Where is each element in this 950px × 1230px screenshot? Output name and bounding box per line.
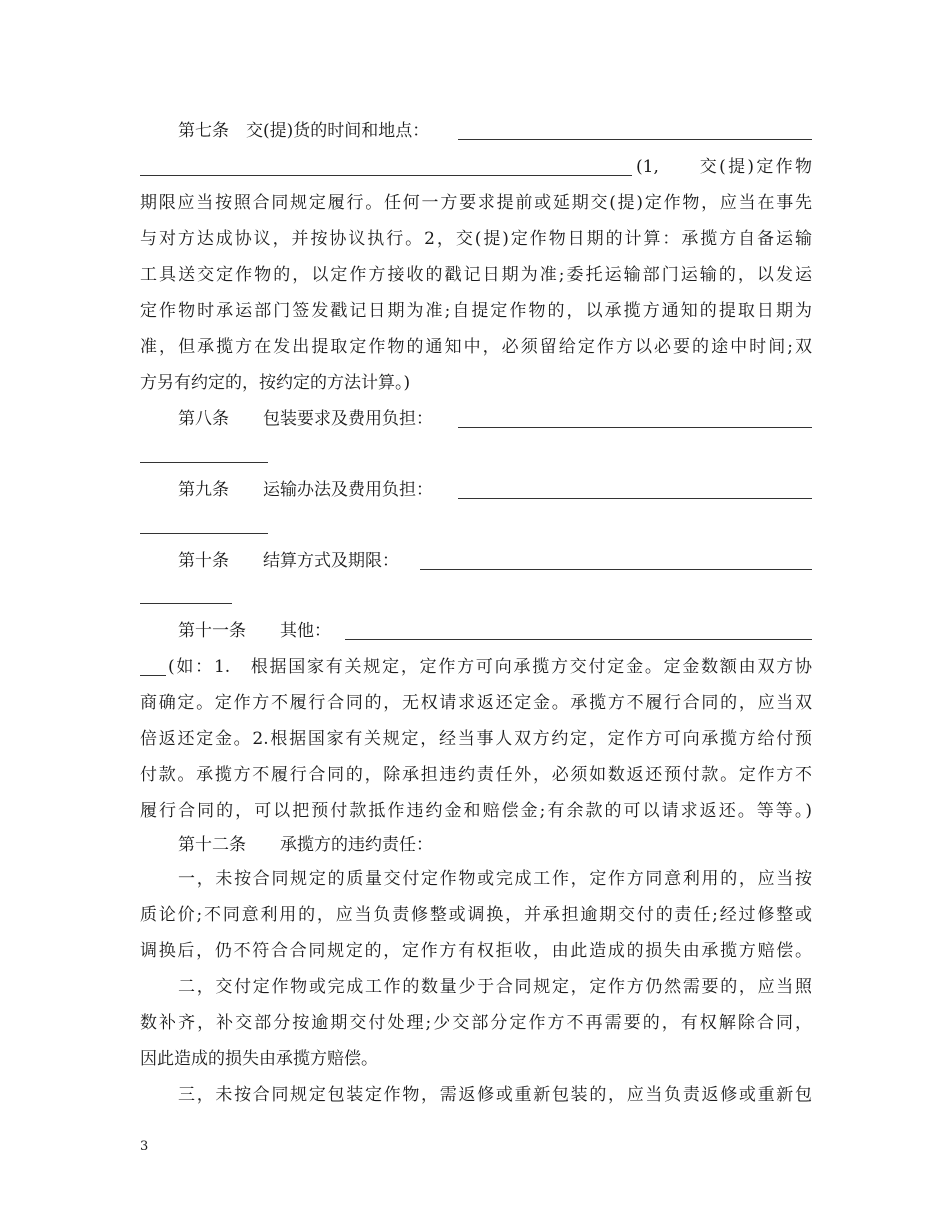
text-line: 因此造成的损失由承揽方赔偿。 bbox=[140, 1049, 378, 1069]
article-7-note-start: (1, 交(提)定作物 bbox=[636, 157, 812, 177]
article-10-heading: 第十条 结算方式及期限： bbox=[178, 551, 399, 571]
article-8-heading: 第八条 包装要求及费用负担： bbox=[178, 409, 433, 429]
text-line: 调换后，仍不符合合同规定的，定作方有权拒收，由此造成的损失由承揽方赔偿。 bbox=[140, 941, 812, 961]
article-7-label: 第七条 交(提)货的时间和地点： bbox=[178, 121, 430, 141]
text-line: 二，交付定作物或完成工作的数量少于合同规定，定作方仍然需要的，应当照 bbox=[178, 977, 812, 997]
text-line: 工具送交定作物的，以定作方接收的戳记日期为准;委托运输部门运输的，以发运 bbox=[140, 265, 812, 285]
text-line: 付款。承揽方不履行合同的，除承担违约责任外，必须如数返还预付款。定作方不 bbox=[140, 765, 812, 785]
text-line: 履行合同的，可以把预付款抵作违约金和赔偿金;有余款的可以请求返还。等等。) bbox=[140, 801, 812, 821]
text-line: 方另有约定的，按约定的方法计算。) bbox=[140, 373, 411, 393]
text-line: 与对方达成协议，并按协议执行。2，交(提)定作物日期的计算：承揽方自备运输 bbox=[140, 229, 812, 249]
text-line: 数补齐，补交部分按逾期交付处理;少交部分定作方不再需要的，有权解除合同， bbox=[140, 1013, 812, 1033]
blank-line bbox=[140, 675, 166, 676]
blank-line bbox=[140, 175, 632, 176]
text-line: 准，但承揽方在发出提取定作物的通知中，必须留给定作方以必要的途中时间;双 bbox=[140, 337, 812, 357]
article-9-heading: 第九条 运输办法及费用负担： bbox=[178, 480, 433, 500]
blank-line bbox=[458, 139, 812, 140]
article-11-heading: 第十一条 其他： bbox=[178, 621, 331, 641]
text-line: 质论价;不同意利用的，应当负责修整或调换，并承担逾期交付的责任;经过修整或 bbox=[140, 905, 812, 925]
text-line: (如：1. 根据国家有关规定，定作方可向承揽方交付定金。定金数额由双方协 bbox=[168, 657, 812, 677]
text-line: 商确定。定作方不履行合同的，无权请求返还定金。承揽方不履行合同的，应当双 bbox=[140, 693, 812, 713]
text-line: 倍返还定金。2.根据国家有关规定，经当事人双方约定，定作方可向承揽方给付预 bbox=[140, 729, 812, 749]
blank-line bbox=[458, 427, 812, 428]
blank-line bbox=[345, 639, 812, 640]
blank-line bbox=[458, 498, 812, 499]
text-line: 定作物时承运部门签发戳记日期为准;自提定作物的，以承揽方通知的提取日期为 bbox=[140, 301, 812, 321]
text-line: 三，未按合同规定包装定作物，需返修或重新包装的，应当负责返修或重新包 bbox=[178, 1085, 812, 1105]
blank-line bbox=[140, 462, 268, 463]
page-number: 3 bbox=[140, 1139, 149, 1154]
text-line: 期限应当按照合同规定履行。任何一方要求提前或延期交(提)定作物，应当在事先 bbox=[140, 193, 812, 213]
text-line: 一，未按合同规定的质量交付定作物或完成工作，定作方同意利用的，应当按 bbox=[178, 869, 812, 889]
blank-line bbox=[420, 569, 812, 570]
blank-line bbox=[140, 603, 232, 604]
article-12-heading: 第十二条 承揽方的违约责任： bbox=[178, 835, 433, 855]
blank-line bbox=[140, 533, 268, 534]
